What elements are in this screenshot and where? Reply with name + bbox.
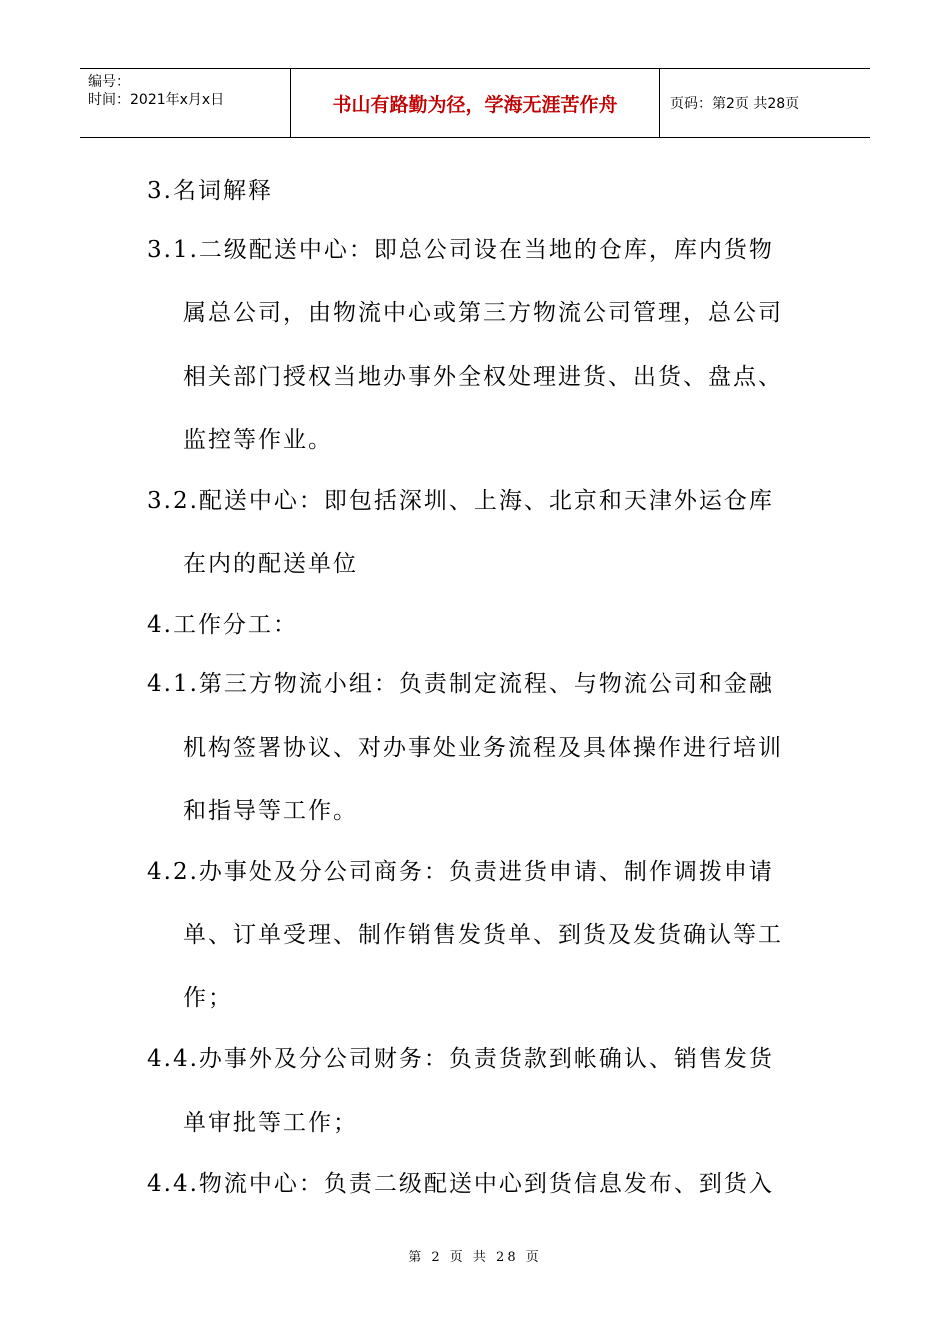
line-3-1: 3.1.二级配送中心：即总公司设在当地的仓库，库内货物 [147, 237, 774, 263]
number-label: 编号： [88, 74, 130, 90]
line-4-4a-cont-1: 单审批等工作； [183, 1110, 358, 1136]
line-3-1-cont-1: 属总公司，由物流中心或第三方物流公司管理，总公司 [183, 300, 783, 326]
line-3-2-cont-1: 在内的配送单位 [183, 551, 358, 577]
line-heading-3: 3.名词解释 [147, 178, 273, 204]
header-page-info: 页码：第2页 共28页 [670, 96, 800, 112]
line-4-2-cont-1: 单、订单受理、制作销售发货单、到货及发货确认等工 [183, 922, 783, 948]
line-3-1-cont-2: 相关部门授权当地办事外全权处理进货、出货、盘点、 [183, 364, 783, 390]
line-4-1-cont-1: 机构签署协议、对办事处业务流程及具体操作进行培训 [183, 735, 783, 761]
line-4-2: 4.2.办事处及分公司商务：负责进货申请、制作调拨申请 [147, 859, 774, 885]
line-4-1-cont-2: 和指导等工作。 [183, 798, 358, 824]
line-4-2-cont-2: 作； [183, 985, 233, 1011]
line-4-4a: 4.4.办事外及分公司财务：负责货款到帐确认、销售发货 [147, 1046, 774, 1072]
page-footer: 第 2 页 共 28 页 [408, 1250, 542, 1265]
line-heading-4: 4.工作分工： [147, 612, 298, 638]
line-3-1-cont-3: 监控等作业。 [183, 427, 333, 453]
header-motto: 书山有路勤为径，学海无涯苦作舟 [291, 69, 660, 137]
time-label: 时间：2021年x月x日 [88, 92, 225, 108]
header-meta [80, 69, 291, 137]
page-header [80, 68, 870, 138]
line-4-1: 4.1.第三方物流小组：负责制定流程、与物流公司和金融 [147, 671, 774, 697]
line-3-2: 3.2.配送中心：即包括深圳、上海、北京和天津外运仓库 [147, 488, 774, 514]
line-4-4b: 4.4.物流中心：负责二级配送中心到货信息发布、到货入 [147, 1171, 774, 1197]
